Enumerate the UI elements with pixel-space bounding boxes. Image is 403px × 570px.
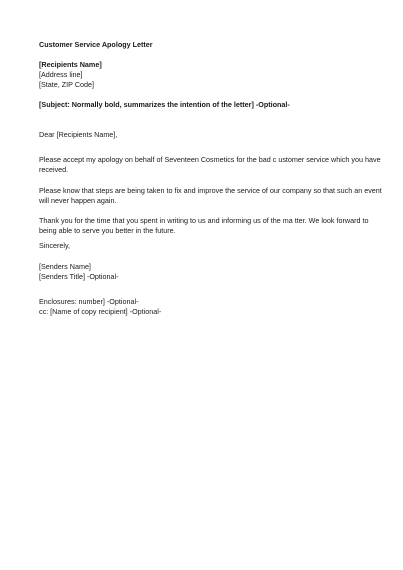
- document-title: Customer Service Apology Letter: [39, 40, 153, 49]
- paragraph-2-line-1: Please know that steps are being taken to fix and improve the service of our company so that such an event: [39, 186, 382, 195]
- recipient-name: [Recipients Name]: [39, 60, 102, 69]
- paragraph-1-line-2: received.: [39, 165, 69, 174]
- recipient-address: [Address line]: [39, 70, 83, 79]
- paragraph-1-line-1: Please accept my apology on behalf of Seventeen Cosmetics for the bad c ustomer service which you have: [39, 155, 381, 164]
- closing: Sincerely,: [39, 241, 71, 250]
- sender-title: [Senders Title] -Optional-: [39, 272, 119, 281]
- paragraph-3-line-1: Thank you for the time that you spent in writing to us and informing us of the ma tter. We look forward to: [39, 216, 369, 225]
- enclosures: Enclosures: number] -Optional-: [39, 297, 139, 306]
- subject-line: [Subject: Normally bold, summarizes the intention of the letter] -Optional-: [39, 100, 290, 109]
- salutation: Dear [Recipients Name],: [39, 130, 118, 139]
- paragraph-3-line-2: being able to serve you better in the future.: [39, 226, 176, 235]
- cc-line: cc: [Name of copy recipient] -Optional-: [39, 307, 162, 316]
- paragraph-2-line-2: will never happen again.: [39, 196, 117, 205]
- sender-name: [Senders Name]: [39, 262, 91, 271]
- recipient-state-zip: [State, ZIP Code]: [39, 80, 95, 89]
